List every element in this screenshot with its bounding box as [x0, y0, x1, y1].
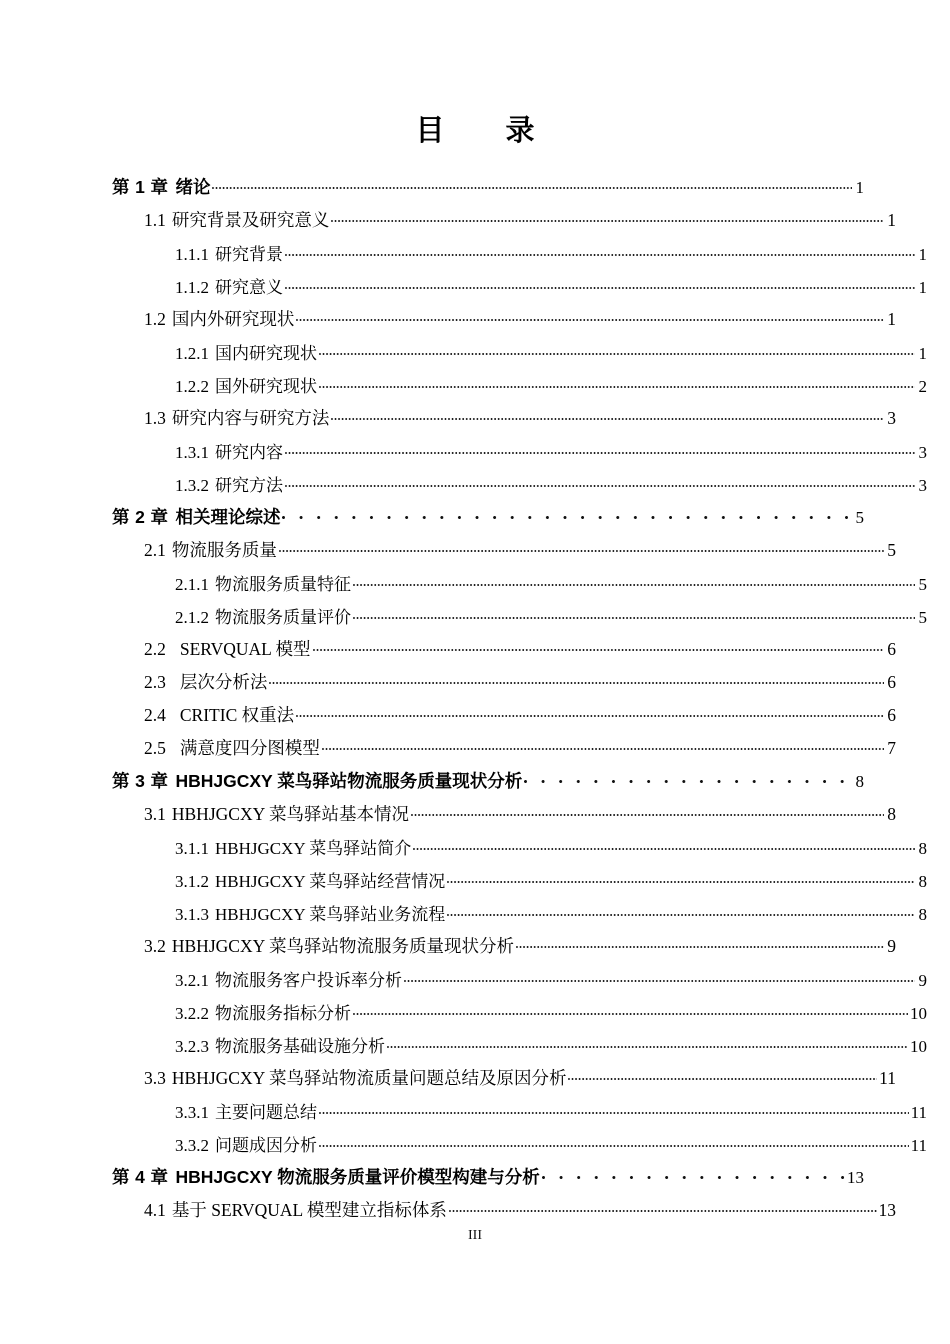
toc-entry-title: 物流服务客户投诉率分析 [215, 971, 402, 990]
toc-entry[interactable] [144, 207, 896, 240]
toc-entry[interactable] [175, 339, 927, 372]
toc-entry-title: HBHJGCXY 菜鸟驿站基本情况 [171, 804, 409, 824]
toc-entry-number: 2.1.1 [175, 575, 209, 594]
toc-entry-title: 相关理论综述 [175, 507, 281, 527]
toc-entry[interactable] [175, 1032, 927, 1065]
toc-entry[interactable] [175, 966, 927, 999]
toc-dot-leader [331, 209, 884, 227]
toc-dot-leader [331, 407, 884, 425]
toc-dot-leader [296, 308, 884, 326]
toc-entry-label [144, 702, 295, 727]
toc-entry-label [175, 1098, 318, 1123]
toc-entry-label [144, 405, 330, 430]
toc-entry[interactable] [175, 900, 927, 933]
toc-entry-number: 1.2 [144, 309, 166, 329]
toc-entry-page-number: 13 [878, 1200, 896, 1220]
toc-entry[interactable] [175, 1098, 927, 1131]
toc-entry-label [112, 768, 523, 793]
toc-entry-title: 国内外研究现状 [171, 309, 295, 329]
page-title: 目 录 [415, 115, 551, 147]
toc-entry-number: 3.2.2 [175, 1004, 209, 1023]
toc-entry-label [175, 1131, 318, 1156]
toc-entry[interactable] [175, 999, 927, 1032]
toc-entry-label [112, 504, 281, 529]
toc-entry-page-number: 10 [910, 1004, 927, 1023]
toc-entry[interactable] [144, 1197, 896, 1230]
toc-entry-title: SERVQUAL 模型 [179, 639, 311, 659]
toc-entry-label [144, 207, 330, 232]
toc-entry-title: HBHJGCXY 物流服务质量评价模型构建与分析 [175, 1167, 540, 1187]
toc-entry-label [175, 372, 318, 397]
toc-dot-leader [413, 837, 915, 854]
toc-entry-title: HBHJGCXY 菜鸟驿站物流服务质量现状分析 [171, 936, 514, 956]
toc-entry-label [175, 900, 446, 925]
toc-entry-label [144, 537, 278, 562]
toc-entry-label [175, 240, 284, 265]
toc-entry-page-number: 8 [918, 905, 927, 924]
toc-entry-label [175, 834, 412, 859]
toc-dot-leader [319, 1134, 909, 1151]
toc-entry-label [175, 471, 284, 496]
toc-dot-leader [353, 1002, 908, 1019]
toc-entry-number: 3.2.3 [175, 1037, 209, 1056]
toc-entry[interactable] [144, 702, 896, 735]
toc-entry-page-number: 1 [855, 178, 864, 197]
toc-entry-label [144, 735, 321, 760]
toc-entry-title: 物流服务质量 [171, 540, 277, 560]
toc-entry-number: 1.1.2 [175, 278, 209, 297]
page-footer: III [468, 1228, 482, 1243]
toc-entry-page-number: 8 [918, 839, 927, 858]
toc-entry-number: 2.3 [144, 672, 166, 692]
toc-entry-title: 基于 SERVQUAL 模型建立指标体系 [171, 1200, 447, 1220]
toc-dot-leader [568, 1067, 877, 1085]
toc-dot-leader [319, 375, 915, 392]
toc-entry-title: HBHJGCXY 菜鸟驿站简介 [215, 839, 412, 858]
toc-entry-page-number: 3 [918, 476, 927, 495]
toc-entry-page-number: 5 [887, 540, 896, 560]
toc-dot-leader [353, 606, 915, 623]
toc-entry-number: 3.3.2 [175, 1136, 209, 1155]
toc-entry-page-number: 5 [918, 608, 927, 627]
toc-dot-leader [313, 638, 884, 656]
toc-entry-number: 1.2.2 [175, 377, 209, 396]
toc-entry-page-number: 11 [910, 1136, 927, 1155]
toc-entry-label [144, 801, 410, 826]
toc-entry[interactable] [175, 240, 927, 273]
toc-entry-page-number: 5 [855, 508, 864, 527]
toc-entry-label [175, 339, 318, 364]
toc-entry-number: 第 3 章 [112, 771, 169, 791]
toc-entry[interactable] [144, 405, 896, 438]
toc-dot-leader [449, 1199, 877, 1217]
toc-entry-label [112, 174, 211, 199]
toc-entry-number: 2.1.2 [175, 608, 209, 627]
toc-entry-page-number: 11 [910, 1103, 927, 1122]
toc-entry-title: 问题成因分析 [215, 1136, 317, 1155]
toc-dot-leader [285, 276, 915, 293]
toc-entry[interactable] [175, 438, 927, 471]
toc-entry-title: 物流服务质量评价 [215, 608, 351, 627]
toc-entry-page-number: 1 [918, 278, 927, 297]
toc-entry-page-number: 3 [918, 443, 927, 462]
toc-entry-label [175, 570, 352, 595]
toc-entry[interactable] [144, 306, 896, 339]
toc-entry-number: 3.3.1 [175, 1103, 209, 1122]
toc-entry-page-number: 2 [918, 377, 927, 396]
toc-entry-label [144, 933, 515, 958]
toc-entry-number: 2.4 [144, 705, 166, 725]
toc-entry-label [175, 999, 352, 1024]
toc-entry-title: 研究内容与研究方法 [171, 408, 330, 428]
toc-entry[interactable] [175, 834, 927, 867]
toc-entry-number: 3.1.2 [175, 872, 209, 891]
toc-dot-leader [353, 573, 915, 590]
toc-entry-title: 研究内容 [215, 443, 283, 462]
toc-entry[interactable] [175, 867, 927, 900]
toc-entry-page-number: 8 [855, 772, 864, 791]
toc-entry-number: 2.2 [144, 639, 166, 659]
toc-entry-page-number: 10 [910, 1037, 927, 1056]
toc-entry[interactable] [144, 933, 896, 966]
toc-entry-label [144, 669, 268, 694]
toc-entry-label [144, 1197, 448, 1222]
toc-dot-leader [285, 474, 915, 491]
toc-entry-number: 1.1 [144, 210, 166, 230]
toc-entry[interactable] [144, 801, 896, 834]
toc-dot-leader [524, 770, 852, 788]
toc-entry-page-number: 13 [847, 1168, 864, 1187]
toc-dot-leader [285, 243, 915, 260]
toc-entry-label [144, 306, 295, 331]
toc-entry-label [175, 438, 284, 463]
toc-entry-page-number: 7 [887, 738, 896, 758]
toc-entry-title: 研究方法 [215, 476, 283, 495]
toc-entry-number: 1.2.1 [175, 344, 209, 363]
toc-entry-title: HBHJGCXY 菜鸟驿站物流服务质量现状分析 [175, 771, 523, 791]
toc-entry-number: 1.3 [144, 408, 166, 428]
toc-entry-title: CRITIC 权重法 [179, 705, 295, 725]
toc-entry-page-number: 3 [887, 408, 896, 428]
toc-entry-page-number: 1 [918, 245, 927, 264]
toc-entry-page-number: 9 [887, 936, 896, 956]
toc-entry[interactable] [175, 372, 927, 405]
toc-entry-label [144, 1065, 567, 1090]
toc-entry[interactable] [175, 603, 927, 636]
toc-dot-leader [279, 539, 884, 557]
toc-entry[interactable] [112, 504, 864, 537]
toc-entry-page-number: 9 [918, 971, 927, 990]
toc-entry-page-number: 6 [887, 705, 896, 725]
toc-entry-label [175, 603, 352, 628]
table-of-contents-list [112, 174, 927, 1230]
toc-entry-title: 满意度四分图模型 [179, 738, 320, 758]
toc-entry-title: 国内研究现状 [215, 344, 317, 363]
toc-dot-leader [282, 506, 852, 524]
toc-entry[interactable] [175, 273, 927, 306]
toc-entry-page-number: 8 [918, 872, 927, 891]
toc-dot-leader [387, 1035, 908, 1052]
toc-dot-leader [322, 737, 884, 755]
toc-entry-title: 层次分析法 [179, 672, 268, 692]
toc-entry-number: 4.1 [144, 1200, 166, 1220]
toc-entry-title: 物流服务指标分析 [215, 1004, 351, 1023]
toc-entry-page-number: 1 [887, 309, 896, 329]
toc-dot-leader [269, 671, 884, 689]
toc-entry-number: 3.1.1 [175, 839, 209, 858]
toc-entry-title: 研究背景 [215, 245, 283, 264]
toc-entry[interactable] [112, 768, 864, 801]
toc-entry[interactable] [175, 570, 927, 603]
toc-entry-number: 1.3.2 [175, 476, 209, 495]
toc-dot-leader [319, 1101, 909, 1118]
toc-entry-title: 主要问题总结 [215, 1103, 317, 1122]
toc-entry-title: HBHJGCXY 菜鸟驿站业务流程 [215, 905, 446, 924]
toc-entry-number: 1.1.1 [175, 245, 209, 264]
toc-entry-number: 3.2 [144, 936, 166, 956]
toc-entry-page-number: 6 [887, 672, 896, 692]
toc-entry[interactable] [144, 735, 896, 768]
toc-dot-leader [212, 176, 852, 194]
toc-entry-number: 3.1 [144, 804, 166, 824]
toc-entry-title: 研究背景及研究意义 [171, 210, 330, 230]
toc-entry-label [175, 966, 403, 991]
toc-entry-number: 2.1 [144, 540, 166, 560]
toc-dot-leader [404, 969, 915, 986]
toc-dot-leader [319, 342, 915, 359]
toc-entry-title: HBHJGCXY 菜鸟驿站物流质量问题总结及原因分析 [171, 1068, 567, 1088]
toc-dot-leader [516, 935, 884, 953]
toc-entry-number: 3.3 [144, 1068, 166, 1088]
toc-dot-leader [411, 803, 884, 821]
toc-entry-page-number: 1 [918, 344, 927, 363]
toc-entry-title: 物流服务质量特征 [215, 575, 351, 594]
toc-dot-leader [542, 1166, 845, 1184]
toc-dot-leader [447, 903, 915, 920]
toc-entry[interactable] [144, 1065, 896, 1098]
toc-entry-number: 3.2.1 [175, 971, 209, 990]
toc-entry-label [175, 867, 446, 892]
toc-entry[interactable] [144, 636, 896, 669]
toc-entry[interactable] [112, 1164, 864, 1197]
toc-entry-number: 3.1.3 [175, 905, 209, 924]
toc-entry-label [144, 636, 312, 661]
toc-entry-title: 物流服务基础设施分析 [215, 1037, 385, 1056]
toc-entry-title: 绪论 [175, 177, 211, 197]
toc-entry-number: 第 4 章 [112, 1167, 169, 1187]
toc-entry[interactable] [175, 1131, 927, 1164]
toc-entry-page-number: 6 [887, 639, 896, 659]
toc-entry[interactable] [175, 471, 927, 504]
toc-entry-title: HBHJGCXY 菜鸟驿站经营情况 [215, 872, 446, 891]
toc-entry[interactable] [112, 174, 864, 207]
toc-entry[interactable] [144, 669, 896, 702]
toc-entry-page-number: 1 [887, 210, 896, 230]
toc-entry-label [175, 1032, 386, 1057]
toc-entry-number: 第 2 章 [112, 507, 169, 527]
toc-dot-leader [285, 441, 915, 458]
toc-entry-label [112, 1164, 541, 1189]
toc-entry-page-number: 5 [918, 575, 927, 594]
toc-entry-number: 1.3.1 [175, 443, 209, 462]
toc-entry-number: 2.5 [144, 738, 166, 758]
toc-entry[interactable] [144, 537, 896, 570]
toc-entry-title: 国外研究现状 [215, 377, 317, 396]
toc-entry-page-number: 11 [879, 1068, 896, 1088]
toc-dot-leader [447, 870, 915, 887]
toc-entry-number: 第 1 章 [112, 177, 169, 197]
toc-dot-leader [296, 704, 884, 722]
toc-entry-page-number: 8 [887, 804, 896, 824]
toc-entry-label [175, 273, 284, 298]
toc-entry-title: 研究意义 [215, 278, 283, 297]
